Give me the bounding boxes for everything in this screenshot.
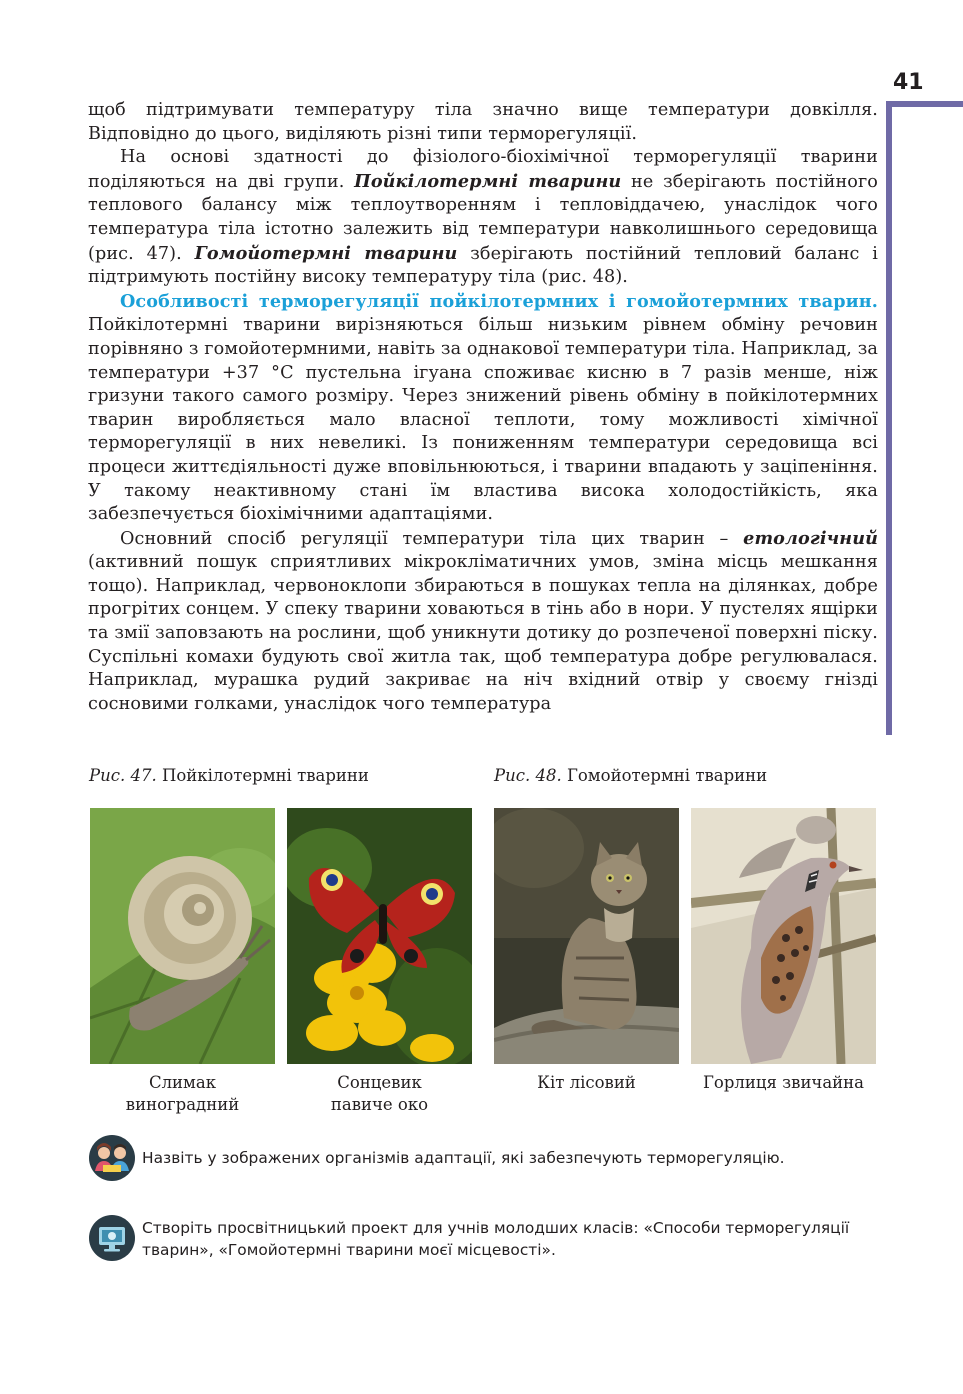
paragraph-2-text-b: не зберігають постійного теплового балансу між теплоутворенням і тепловіддачею, унаслідок чого температура тіла істотно залежить від температури навколишнього середовища (рис. 47).: [88, 171, 878, 264]
paragraph-1: щоб підтримувати температуру тіла значно вище температури довкілля. Відповідно до цього, виділяють різні типи терморегуляції.: [88, 100, 878, 144]
photo-label-turtle-dove: [691, 1072, 876, 1094]
paragraph-4: [88, 527, 878, 717]
photo-label-snail: [90, 1072, 275, 1116]
term-poikilothermic: Пойкілотермні тварини: [354, 170, 622, 192]
photo-snail: [90, 808, 275, 1064]
paragraph-2: [88, 146, 878, 290]
photo-label-butterfly-line2: павиче око: [330, 1095, 429, 1114]
paragraph-2-text-c: зберігають постійний тепловий баланс і підтримують постійну високу температуру тіла (рис. 48).: [88, 243, 879, 288]
photo-label-turtle-dove-line1: Горлиця звичайна: [702, 1073, 865, 1092]
paragraph-4-text-a: Основний спосіб регуляції температури тіла цих тварин –: [120, 528, 744, 549]
paragraph-3-body: Пойкілотермні тварини вирізняються більш низьким рівнем обміну речовин порівняно з гомойотермними, навіть за однакової температури тіла. Наприклад, за температури +37 °С пустельна ігуана споживає кисню в 7 разів менше, ніж гризуни такого самого розміру. Через знижений рівень обміну в пойкілотермних тварин виробляється мало власної теплоти, тому можливості хімічної терморегуляції в них невеликі. Із пониженням температури середовища всі процеси життєдіяльності дуже вповільнюються, і тварини впадають у заціпеніння. У такому неактивному стані їм властива висока холодостійкість, яка забезпечується біохімічними адаптаціями.: [88, 315, 878, 525]
paragraph-2-text-a: На основі здатності до фізіолого-біохімічної терморегуляції тварини поділяються на дві групи.: [88, 147, 878, 192]
task-project: Створіть просвітницький проект для учнів молодших класів: «Способи терморегуляції тварин», «Гомойотермні тварини моєї місцевості».: [142, 1219, 850, 1259]
photo-label-butterfly: [287, 1072, 472, 1116]
figure-48-title: Гомойотермні тварини: [561, 766, 768, 785]
task-discuss: Назвіть у зображених організмів адаптації, які забезпечують терморегуляцію.: [142, 1149, 785, 1167]
photo-turtle-dove: [691, 808, 876, 1064]
margin-bar-side: [886, 101, 892, 735]
photo-label-wildcat: [494, 1072, 679, 1094]
photo-label-wildcat-line1: Кіт лісовий: [537, 1073, 636, 1092]
main-text: [88, 99, 878, 716]
paragraph-3: [88, 290, 878, 527]
photo-label-snail-line2: виноградний: [125, 1095, 240, 1114]
figure-48-caption: [494, 766, 767, 785]
term-homeothermic: Гомойотермні тварини: [194, 242, 458, 264]
photo-butterfly: [287, 808, 472, 1064]
section-heading: Особливості терморегуляції пойкілотермних і гомойотермних тварин.: [120, 290, 878, 312]
margin-bar-top: [886, 101, 963, 107]
figure-48-label: Рис. 48.: [494, 766, 562, 785]
figure-47-title: Пойкілотермні тварини: [156, 766, 369, 785]
computer-project-icon: [89, 1215, 135, 1261]
term-ethological: етологічний: [743, 527, 878, 549]
students-discussion-icon: [89, 1135, 135, 1181]
photo-label-snail-line1: Слимак: [148, 1073, 217, 1092]
paragraph-4-text-b: (активний пошук сприятливих мікрокліматичних умов, зміна місць мешкання тощо). Наприклад, червоноклопи збираються в пошуках тепла на ділянках, добре прогрітих сонцем. У спеку тварини ховаються в тінь або в нори. У пустелях ящірки та змії заповзають на рослини, щоб уникнути дотику до розпеченої поверхні піску. Суспільні комахи будують свої житла так, щоб температура добре регулювалася. Наприклад, мурашка рудий закриває на ніч вхідний отвір у своєму гнізді сосновими голками, унаслідок чого температура: [88, 552, 878, 714]
figure-47-label: Рис. 47.: [89, 766, 157, 785]
photo-wildcat: [494, 808, 679, 1064]
figure-47-caption: [89, 766, 369, 785]
page-number: 41: [893, 70, 924, 95]
photo-label-butterfly-line1: Сонцевик: [337, 1073, 422, 1092]
